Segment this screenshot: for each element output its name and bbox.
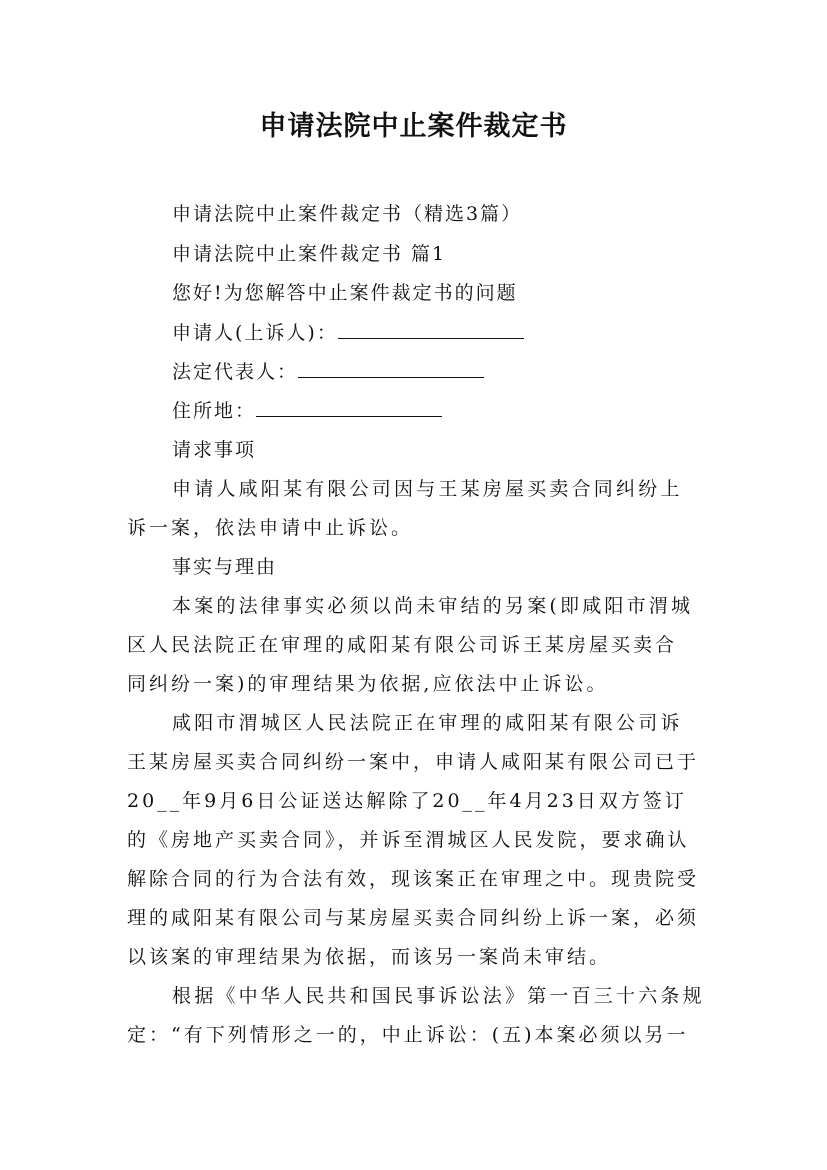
paragraph-line: 理的咸阳某有限公司与某房屋买卖合同纠纷上诉一案，必须	[127, 907, 700, 929]
greeting-line: 您好!为您解答中止案件裁定书的问题	[172, 282, 518, 304]
paragraph-line: 王某房屋买卖合同纠纷一案中，申请人咸阳某有限公司已于	[127, 751, 700, 773]
address-line	[172, 396, 442, 423]
document-title: 申请法院中止案件裁定书	[259, 111, 568, 142]
representative-blank	[298, 359, 484, 378]
request-heading: 请求事项	[172, 439, 257, 461]
paragraph-line: 咸阳市渭城区人民法院正在审理的咸阳某有限公司诉	[172, 712, 683, 734]
representative-line	[172, 357, 484, 384]
intro-line: 申请法院中止案件裁定书（精选3篇）	[172, 203, 523, 225]
applicant-line	[172, 318, 524, 345]
facts-heading: 事实与理由	[172, 556, 278, 578]
paragraph-line: 的《房地产买卖合同》，并诉至渭城区人民发院，要求确认	[127, 829, 690, 851]
address-blank	[256, 398, 442, 417]
paragraph-line: 解除合同的行为合法有效，现该案正在审理之中。现贵院受	[127, 868, 700, 890]
applicant-label: 申请人(上诉人)：	[172, 322, 338, 344]
paragraph-line: 以该案的审理结果为依据，而该另一案尚未审结。	[127, 946, 612, 968]
request-text-line: 诉一案，依法申请中止诉讼。	[127, 517, 414, 539]
paragraph-line: 20__年9月6日公证送达解除了20__年4月23日双方签订	[127, 790, 687, 812]
paragraph-line: 同纠纷一案)的审理结果为依据,应依法中止诉讼。	[127, 673, 609, 695]
section-heading: 申请法院中止案件裁定书 篇1	[172, 243, 447, 265]
paragraph-line: 本案的法律事实必须以尚未审结的另案(即咸阳市渭城	[172, 595, 694, 617]
applicant-blank	[338, 320, 524, 339]
request-text-line: 申请人咸阳某有限公司因与王某房屋买卖合同纠纷上	[172, 478, 683, 500]
paragraph-line: 定：“有下列情形之一的，中止诉讼：(五)本案必须以另一	[127, 1024, 689, 1046]
paragraph-line: 区人民法院正在审理的咸阳某有限公司诉王某房屋买卖合	[127, 634, 678, 656]
address-label: 住所地：	[172, 400, 257, 422]
representative-label: 法定代表人：	[172, 361, 299, 383]
paragraph-line: 根据《中华人民共和国民事诉讼法》第一百三十六条规	[172, 985, 705, 1007]
